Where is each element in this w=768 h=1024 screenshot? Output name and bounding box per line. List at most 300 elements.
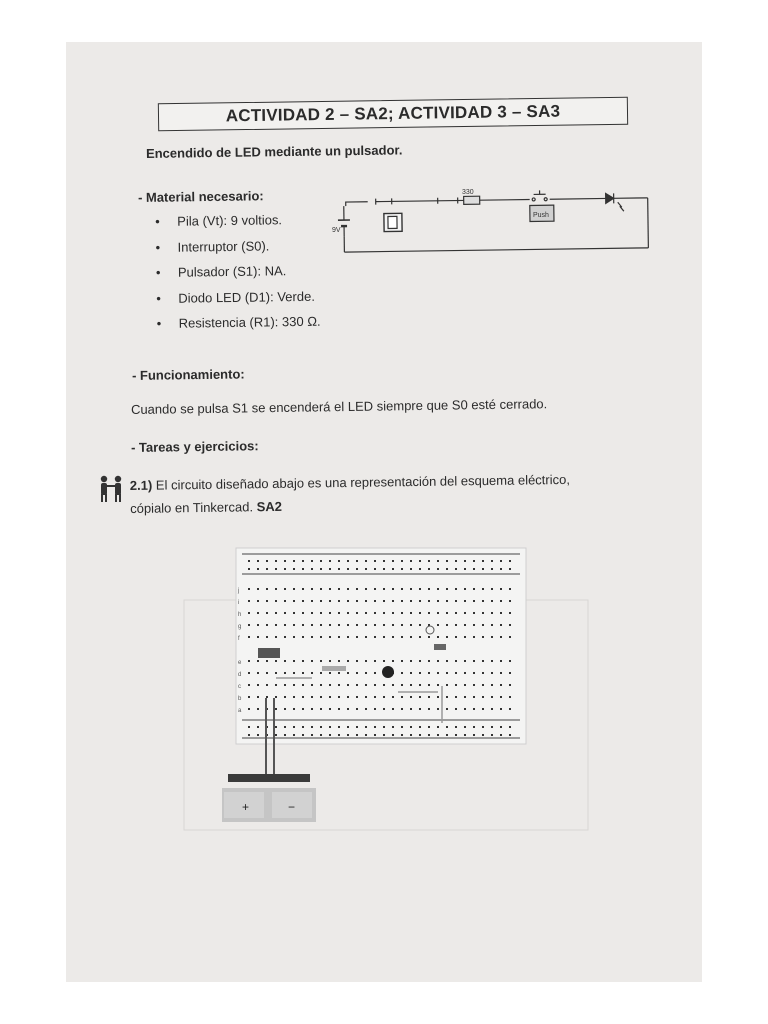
breadboard-hole [356,588,358,590]
breadboard-hole [365,672,367,674]
breadboard-hole [509,660,511,662]
breadboard-hole [275,560,277,562]
breadboard-hole [329,726,331,728]
subtitle: Encendido de LED mediante un pulsador. [145,142,403,161]
breadboard-hole [257,600,259,602]
breadboard-hole [392,684,394,686]
breadboard-hole [284,696,286,698]
breadboard-hole [437,708,439,710]
material-item: • Diodo LED (D1): Verde. [156,286,356,314]
breadboard-hole [509,600,511,602]
breadboard-hole [257,672,259,674]
breadboard-hole [383,568,385,570]
breadboard-hole [266,588,268,590]
breadboard-hole [410,560,412,562]
breadboard-hole [491,660,493,662]
breadboard-hole [473,672,475,674]
breadboard-hole [293,588,295,590]
breadboard-hole [284,708,286,710]
row-letter-e: e [238,660,242,666]
breadboard-hole [284,734,286,736]
breadboard-hole [275,696,277,698]
breadboard-hole [356,624,358,626]
breadboard-hole [446,696,448,698]
breadboard-hole [491,624,493,626]
breadboard-hole [338,600,340,602]
breadboard-hole [392,636,394,638]
breadboard-hole [374,560,376,562]
breadboard-hole [410,660,412,662]
breadboard-hole [437,612,439,614]
breadboard-hole [446,560,448,562]
breadboard-hole [275,612,277,614]
breadboard-hole [401,660,403,662]
breadboard-hole [311,708,313,710]
breadboard-hole [293,672,295,674]
breadboard-hole [248,588,250,590]
breadboard-hole [401,636,403,638]
breadboard-hole [500,568,502,570]
breadboard-hole [446,568,448,570]
breadboard-hole [428,568,430,570]
breadboard-hole [275,708,277,710]
breadboard-hole [311,726,313,728]
tareas-heading: - Tareas y ejercicios: [130,438,259,455]
breadboard-hole [329,660,331,662]
breadboard-hole [338,560,340,562]
breadboard-hole [437,588,439,590]
breadboard-hole [491,684,493,686]
breadboard-hole [302,568,304,570]
breadboard-hole [401,726,403,728]
resistor-label: 330 [462,189,474,196]
breadboard-diagram [180,548,600,834]
breadboard-hole [437,696,439,698]
breadboard-hole [329,624,331,626]
breadboard-hole [257,636,259,638]
breadboard-hole [419,672,421,674]
breadboard-hole [338,726,340,728]
breadboard-hole [491,588,493,590]
breadboard-hole [248,672,250,674]
breadboard-hole [257,624,259,626]
title-text: ACTIVIDAD 2 – SA2; ACTIVIDAD 3 – SA3 [225,101,561,126]
breadboard-hole [356,612,358,614]
breadboard-hole [428,612,430,614]
breadboard-hole [374,600,376,602]
breadboard-hole [410,588,412,590]
breadboard-hole [473,726,475,728]
breadboard-hole [383,612,385,614]
breadboard-hole [302,624,304,626]
breadboard-hole [374,672,376,674]
breadboard-hole [266,660,268,662]
breadboard-hole [419,696,421,698]
breadboard-hole [482,600,484,602]
breadboard-hole [473,660,475,662]
breadboard-hole [356,568,358,570]
breadboard-hole [347,684,349,686]
breadboard-hole [311,588,313,590]
breadboard-hole [410,696,412,698]
breadboard-hole [437,734,439,736]
breadboard-hole [338,660,340,662]
breadboard-hole [509,726,511,728]
breadboard-hole [365,624,367,626]
breadboard-hole [473,600,475,602]
breadboard-hole [383,734,385,736]
breadboard-hole [311,600,313,602]
breadboard-hole [293,708,295,710]
breadboard-hole [473,624,475,626]
breadboard-hole [446,734,448,736]
breadboard-hole [401,672,403,674]
breadboard-hole [482,636,484,638]
breadboard-hole [419,588,421,590]
breadboard-hole [509,734,511,736]
breadboard-hole [329,600,331,602]
breadboard-hole [383,636,385,638]
breadboard-hole [329,636,331,638]
breadboard-hole [491,734,493,736]
breadboard-hole [284,660,286,662]
breadboard-hole [473,560,475,562]
breadboard-hole [401,612,403,614]
breadboard-hole [455,636,457,638]
breadboard-hole [482,696,484,698]
row-letter-b: b [238,696,242,702]
breadboard-hole [491,726,493,728]
breadboard-hole [311,660,313,662]
breadboard-hole [455,560,457,562]
breadboard-hole [491,600,493,602]
breadboard-hole [401,624,403,626]
breadboard-hole [311,672,313,674]
breadboard-hole [383,624,385,626]
breadboard-hole [383,588,385,590]
breadboard-hole [446,672,448,674]
breadboard-hole [455,672,457,674]
funcionamiento-text: Cuando se pulsa S1 se encenderá el LED siempre que S0 esté cerrado. [130,396,548,417]
breadboard-hole [455,588,457,590]
row-letter-i: i [238,600,240,606]
breadboard-hole [419,684,421,686]
breadboard-hole [284,624,286,626]
breadboard-hole [302,708,304,710]
breadboard-hole [437,660,439,662]
breadboard-hole [392,600,394,602]
breadboard-hole [302,684,304,686]
breadboard-hole [446,726,448,728]
breadboard-hole [464,726,466,728]
row-letter-a: a [238,708,242,714]
breadboard-hole [464,684,466,686]
battery-minus-label: − [288,800,296,814]
breadboard-hole [257,612,259,614]
row-letter-h: h [238,612,242,618]
breadboard-hole [329,708,331,710]
breadboard-hole [392,726,394,728]
breadboard-hole [356,560,358,562]
breadboard-hole [311,568,313,570]
breadboard-hole [374,684,376,686]
breadboard-hole [293,568,295,570]
breadboard-hole [491,636,493,638]
breadboard-hole [410,672,412,674]
breadboard-hole [500,600,502,602]
breadboard-hole [311,684,313,686]
breadboard-hole [464,660,466,662]
breadboard-hole [392,660,394,662]
breadboard-hole [401,734,403,736]
breadboard-hole [338,684,340,686]
breadboard-hole [302,734,304,736]
breadboard-hole [455,708,457,710]
breadboard-hole [473,568,475,570]
breadboard-hole [419,660,421,662]
exercise-line-2: cópialo en Tinkercad. [130,499,254,516]
breadboard-hole [347,696,349,698]
breadboard-hole [419,734,421,736]
breadboard-hole [446,588,448,590]
breadboard-hole [464,708,466,710]
breadboard-hole [392,560,394,562]
breadboard-hole [365,636,367,638]
breadboard-hole [311,734,313,736]
breadboard-hole [347,734,349,736]
breadboard-hole [257,568,259,570]
breadboard-hole [338,624,340,626]
breadboard-hole [365,600,367,602]
material-item: • Pulsador (S1): NA. [156,260,356,288]
breadboard-hole [491,560,493,562]
breadboard-hole [509,612,511,614]
breadboard-hole [275,568,277,570]
battery-label: 9V [332,227,341,234]
breadboard-hole [266,624,268,626]
breadboard-hole [284,636,286,638]
breadboard-hole [257,696,259,698]
breadboard-hole [365,708,367,710]
breadboard-hole [464,636,466,638]
breadboard-hole [383,660,385,662]
breadboard-hole [329,696,331,698]
breadboard-hole [500,734,502,736]
breadboard-hole [284,612,286,614]
breadboard-hole [410,568,412,570]
breadboard-hole [482,568,484,570]
breadboard-hole [401,588,403,590]
breadboard-hole [284,560,286,562]
breadboard-hole [329,684,331,686]
breadboard-hole [320,672,322,674]
breadboard-hole [455,612,457,614]
breadboard-hole [302,636,304,638]
breadboard-hole [293,696,295,698]
breadboard-hole [428,660,430,662]
breadboard-hole [428,560,430,562]
breadboard-hole [392,708,394,710]
material-item: • Pila (Vt): 9 voltios. [155,209,355,237]
breadboard-hole [347,600,349,602]
breadboard-hole [410,726,412,728]
breadboard-hole [248,624,250,626]
breadboard-hole [293,684,295,686]
breadboard-hole [410,624,412,626]
breadboard-hole [500,660,502,662]
breadboard-hole [401,684,403,686]
breadboard-hole [437,600,439,602]
breadboard-hole [365,696,367,698]
breadboard-hole [347,612,349,614]
breadboard-hole [275,600,277,602]
breadboard-hole [248,560,250,562]
breadboard-hole [374,660,376,662]
breadboard-hole [356,708,358,710]
breadboard-hole [509,684,511,686]
breadboard-hole [257,588,259,590]
breadboard-hole [410,708,412,710]
breadboard-hole [356,734,358,736]
breadboard-hole [509,624,511,626]
breadboard-hole [338,612,340,614]
breadboard-hole [437,636,439,638]
breadboard-hole [248,696,250,698]
breadboard-hole [266,612,268,614]
breadboard-hole [392,624,394,626]
row-letter-g: g [238,624,242,630]
breadboard-hole [473,636,475,638]
breadboard-hole [392,734,394,736]
breadboard-hole [293,726,295,728]
breadboard-hole [374,708,376,710]
breadboard-hole [401,560,403,562]
breadboard-hole [329,734,331,736]
breadboard-hole [365,568,367,570]
breadboard-hole [293,624,295,626]
breadboard-hole [293,600,295,602]
breadboard-hole [365,560,367,562]
breadboard-hole [374,568,376,570]
breadboard-hole [320,568,322,570]
breadboard-hole [473,696,475,698]
breadboard-hole [347,672,349,674]
breadboard-hole [338,708,340,710]
breadboard-hole [302,600,304,602]
breadboard-hole [347,726,349,728]
breadboard-hole [464,568,466,570]
breadboard-hole [446,612,448,614]
breadboard-hole [455,660,457,662]
breadboard-hole [356,600,358,602]
breadboard-hole [338,568,340,570]
battery-plus-label: + [242,800,250,814]
breadboard-hole [347,588,349,590]
breadboard-hole [257,660,259,662]
breadboard-hole [320,696,322,698]
breadboard-hole [248,708,250,710]
breadboard-hole [311,560,313,562]
breadboard-hole [473,708,475,710]
breadboard-hole [419,560,421,562]
breadboard-hole [311,624,313,626]
breadboard-hole [509,636,511,638]
breadboard-hole [482,612,484,614]
breadboard-hole [437,624,439,626]
breadboard-hole [509,672,511,674]
breadboard-hole [266,672,268,674]
breadboard-hole [248,660,250,662]
breadboard-hole [248,734,250,736]
breadboard-hole [284,726,286,728]
breadboard-hole [383,696,385,698]
breadboard-hole [473,734,475,736]
breadboard-hole [257,734,259,736]
breadboard-hole [356,726,358,728]
breadboard-hole [248,600,250,602]
breadboard-hole [311,636,313,638]
breadboard-hole [284,600,286,602]
breadboard-hole [437,568,439,570]
breadboard-hole [320,734,322,736]
breadboard-hole [374,588,376,590]
breadboard-hole [248,684,250,686]
material-item: • Resistencia (R1): 330 Ω. [157,311,357,339]
breadboard-hole [347,560,349,562]
breadboard-hole [302,612,304,614]
breadboard-hole [275,734,277,736]
breadboard-hole [419,612,421,614]
breadboard-hole [347,660,349,662]
breadboard-hole [428,672,430,674]
battery-cap [228,774,310,782]
breadboard-hole [482,588,484,590]
breadboard-hole [302,660,304,662]
breadboard-hole [248,726,250,728]
breadboard-hole [491,696,493,698]
breadboard-hole [266,568,268,570]
breadboard-hole [410,600,412,602]
breadboard-hole [248,636,250,638]
breadboard-hole [257,560,259,562]
breadboard-hole [266,636,268,638]
breadboard-hole [383,684,385,686]
breadboard-hole [437,684,439,686]
row-letter-d: d [238,672,242,678]
breadboard-hole [410,612,412,614]
breadboard-hole [275,636,277,638]
breadboard-hole [275,588,277,590]
breadboard-hole [338,636,340,638]
breadboard-hole [437,726,439,728]
breadboard-hole [500,588,502,590]
breadboard-hole [320,684,322,686]
breadboard-hole [446,624,448,626]
breadboard-hole [410,684,412,686]
switch-component [258,648,280,658]
breadboard-hole [275,672,277,674]
breadboard-hole [500,672,502,674]
breadboard-hole [419,568,421,570]
breadboard-hole [392,612,394,614]
breadboard-hole [302,560,304,562]
breadboard-hole [248,612,250,614]
breadboard-hole [401,568,403,570]
breadboard-hole [338,696,340,698]
breadboard-hole [446,708,448,710]
exercise-text [130,467,631,520]
breadboard-hole [482,734,484,736]
